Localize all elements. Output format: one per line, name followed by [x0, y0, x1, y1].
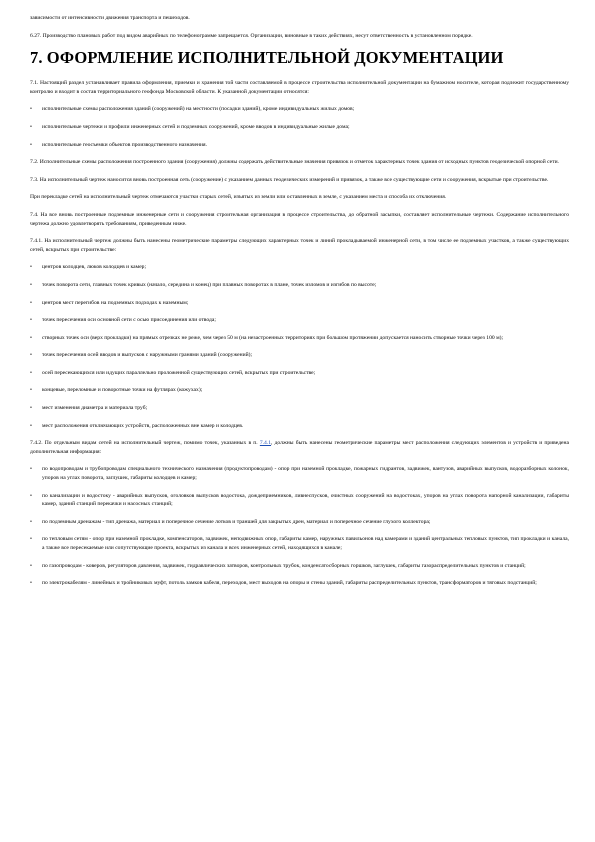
bullet-icon: •: [30, 518, 32, 525]
list-item: [30, 141, 569, 150]
clause-link[interactable]: 7.4.1: [259, 440, 272, 447]
list-item-text: исполнительные схемы расположения зданий (сооружений) на местности (посадки зданий), кроме индивидуальных жилых домов;: [42, 106, 355, 113]
list-item: [30, 386, 569, 395]
list-item-text: центров колодцев, люков колодцев и камер;: [42, 264, 147, 271]
list-item-text: по тепловым сетям - опор при наземной прокладке, компенсаторов, задвижек, неподвижных опор, габариты камер, наружных павильонов над камерами и зданий центральных тепловых пунктов, тип прокладки и канала, а также все пересекаемые или сопутствующие проекта, вскрытых из канала и всех инженерных сетей, находящихся в канале;: [42, 536, 569, 551]
list-item-text: по канализации и водостоку - аварийных выпусков, оголовков выпусков водостока, дождеприемников, ливнеспусков, очистных сооружений на водостоках, упоров на углах поворота напорной канализации, габариты камер, зданий станций перекачки и насосных станций;: [42, 492, 569, 508]
list-item-text: точек пересечения оси основной сети с осью присоединения или отвода;: [42, 317, 216, 324]
list-item: [30, 334, 569, 343]
list-item-text: осей пересекающихся или идущих параллельно проложенной существующих сетей, вскрытых при строительстве;: [42, 369, 316, 376]
list-item-text: по газопроводам - коверов, регуляторов давления, задвижек, гидравлических затворов, контрольных трубок, конденсатосборных горшков, заглушек, габариты газораспределительных пунктов и станций;: [42, 562, 526, 569]
paragraph-7-4-1: 7.4.1. На исполнительный чертеж должны быть нанесены геометрические параметры следующих характерных точек и линий прокладываемой инженерной сети, в том числе ее подземных участков, а также существующих сетей, вскрытых при строительстве:: [30, 238, 569, 253]
bullet-icon: •: [30, 369, 32, 376]
bullet-icon: •: [30, 387, 32, 394]
list-item-text: по водопроводам и трубопроводам специального технического назначения (продуктопроводам) - опор при наземной прокладке, пожарных гидрантов, задвижек, вантузов, аварийных выпусков, водоразборных колонок, упоров на углах поворота, заглушек, габариты колодцев и камер;: [42, 466, 569, 482]
paragraph-7-3: 7.3. На исполнительный чертеж наносится вновь построенная сеть (сооружение) с указанием данных геодезических измерений и привязок, а также все существующие сети и сооружения, вскрытые при строительстве.: [30, 176, 549, 183]
bullet-icon: •: [30, 281, 32, 288]
bullet-icon: •: [30, 299, 32, 306]
list-item-text: мест расположения отключающих устройств, расположенных вне камер и колодцев.: [42, 422, 244, 429]
paragraph-7-2: 7.2. Исполнительные схемы расположения построенного здания (сооружения) должны содержать действительные значения привязок и отметок характерных точек здания от исходных пунктов геодезической опорной сети.: [30, 159, 559, 166]
list-item: [30, 492, 569, 509]
section-heading: 7. ОФОРМЛЕНИЕ ИСПОЛНИТЕЛЬНОЙ ДОКУМЕНТАЦИИ: [30, 48, 504, 68]
list-item: [30, 299, 569, 308]
list-item-text: по подземным дренажам - тип дренажа, материал и поперечное сечение лотков и траншей для закрытых дрен, материал и поперечное сечение глухого коллектора;: [42, 518, 431, 525]
list-item: [30, 404, 569, 413]
list-item-text: центров мест перегибов на подземных подходах к наземным;: [42, 299, 189, 306]
list-item-text: точек пересечения осей вводов и выпусков с наружными гранями зданий (сооружений);: [42, 352, 253, 359]
bullet-icon: •: [30, 580, 32, 587]
bullet-icon: •: [30, 466, 32, 473]
list-item-text: концевые, переломные и поворотные точки на футлярах (кожухах);: [42, 387, 203, 394]
list-item: [30, 579, 569, 588]
bullet-icon: •: [30, 562, 32, 569]
list-item: [30, 422, 569, 431]
intro-paragraph-2: 6.27. Производство плановых работ под видом аварийных по телефонограмме запрещается. Организации, виновные в таких действиях, несут ответственность в установленном порядке.: [30, 32, 473, 39]
paragraph-7-1: 7.1. Настоящий раздел устанавливает правила оформления, приемки и хранения той части составляемой в процессе строительства исполнительной документации на бумажном носителе, которая подлежит государственному контролю и входит в состав территориального геофонда Московской области. К указанной документации относятся:: [30, 80, 569, 95]
list-item-text: по электрокабелям - линейных и тройниковых муфт, потоль замков кабеля, переходов, мест выходов на опоры и стены зданий, габариты распределительных пунктов, трансформаторов и тяговых подстанций;: [42, 580, 537, 587]
intro-paragraph-1: зависимости от интенсивности движения транспорта и пешеходов.: [30, 15, 190, 21]
list-item-text: мест изменения диаметра и материала труб;: [42, 405, 148, 412]
paragraph-7-3-note: При перекладке сетей на исполнительный чертеж отмечаются участки старых сетей, изъятых из земли или оставленных в земле, с указанием места и способа их отключения.: [30, 194, 447, 201]
bullet-icon: •: [30, 405, 32, 412]
list-item: [30, 281, 569, 290]
list-item-text: исполнительные чертежи и профили инженерных сетей и подземных сооружений, кроме вводов в индивидуальные жилые дома;: [42, 123, 350, 130]
list-item: [30, 263, 569, 272]
bullet-icon: •: [30, 264, 32, 271]
list-item: [30, 465, 569, 482]
list-item: [30, 535, 569, 552]
bullet-icon: •: [30, 106, 32, 113]
list-item-text: исполнительные геосъемки объектов производственного назначения.: [42, 141, 207, 148]
bullet-icon: •: [30, 141, 32, 148]
list-item-text: створных точек оси (верх прокладки) на прямых отрезках не реже, чем через 50 м (на незастроенных территориях при большом протяжении допускается наносить створные точки через 100 м);: [42, 334, 504, 341]
paragraph-7-4-2-suffix: , должны быть нанесены геометрические параметры мест расположения следующих элементов и устройств и приведена дополнительная информация:: [30, 440, 570, 455]
list-item: [30, 105, 569, 114]
list-item: [30, 518, 569, 527]
bullet-icon: •: [30, 352, 32, 359]
bullet-icon: •: [30, 123, 32, 130]
paragraph-7-4-2-prefix: 7.4.2. По отдельным видам сетей на исполнительный чертеж, помимо точек, указанных в п.: [30, 440, 258, 447]
paragraph-7-4-2: [30, 439, 569, 456]
list-item: [30, 316, 569, 325]
bullet-icon: •: [30, 317, 32, 324]
bullet-icon: •: [30, 334, 32, 341]
list-item: [30, 123, 569, 132]
list-item: [30, 351, 569, 360]
bullet-icon: •: [30, 492, 32, 499]
list-item-text: точек поворота сети, главных точек кривых (начало, середина и конец) при плавных поворотах в плане, точек изломов и изгибов по высоте;: [42, 281, 377, 288]
paragraph-7-4: 7.4. На все вновь построенные подземные инженерные сети и сооружения строительная организация в процессе строительства, до обратной засыпки, составляет исполнительные чертежи. Содержание исполнительного чертежа должно удовлетворять требованиям, приведенным ниже.: [30, 211, 569, 227]
list-item: [30, 369, 569, 378]
list-item: [30, 562, 569, 571]
bullet-icon: •: [30, 422, 32, 429]
bullet-icon: •: [30, 536, 32, 543]
